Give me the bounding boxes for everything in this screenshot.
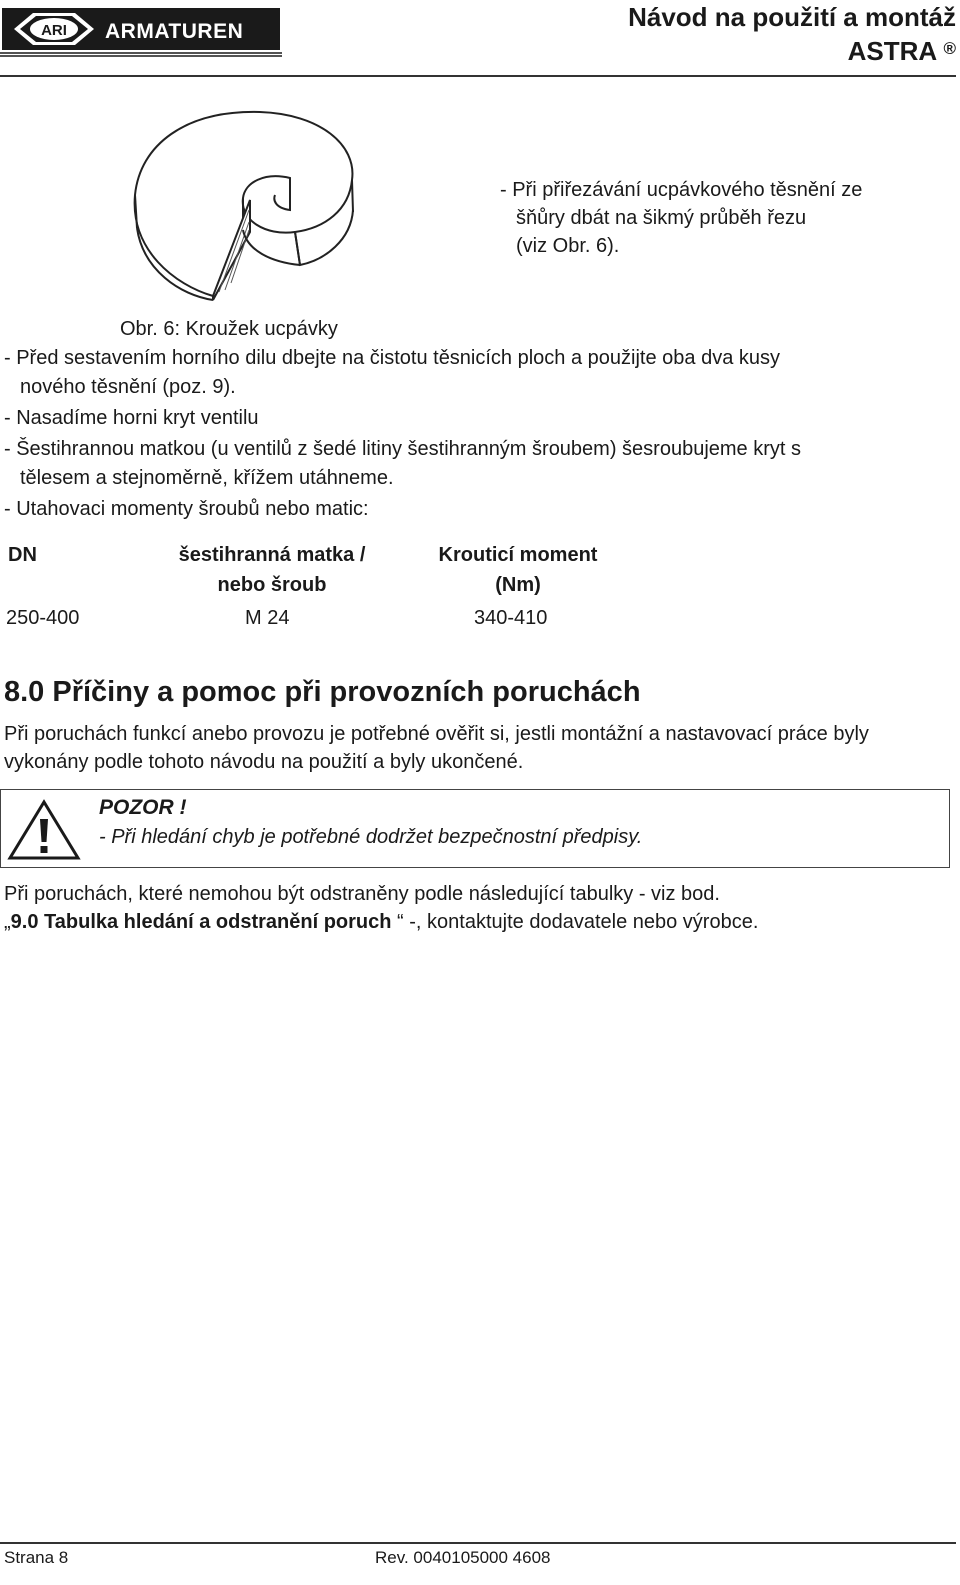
table-header-nut-line2: nebo šroub <box>217 574 327 596</box>
list-item-line: - Nasadíme horni kryt ventilu <box>4 407 259 429</box>
opening-quote: „ <box>4 911 11 933</box>
table-header-nut-line1: šestihranná matka / <box>178 544 366 566</box>
side-note-line2: šňůry dbát na šikmý průběh řezu <box>516 207 807 229</box>
side-note-line1: - Při přiřezávání ucpávkového těsnění ze <box>500 179 863 201</box>
list-item <box>4 344 949 402</box>
warning-text: - Při hledání chyb je potřebné dodržet bezpečnostní předpisy. <box>99 826 643 848</box>
registered-mark: ® <box>943 39 956 58</box>
document-title-line2 <box>628 34 956 68</box>
final-paragraph-line1: Při poruchách, které nemohou být odstraněny podle následující tabulky - viz bod. <box>4 883 720 905</box>
svg-text:ARI: ARI <box>41 22 67 39</box>
document-title <box>628 0 956 68</box>
header-rule <box>0 75 956 77</box>
footer-rule <box>0 1542 956 1544</box>
table-header-torque-line1: Krouticí moment <box>438 544 598 566</box>
packing-ring-figure <box>125 100 365 320</box>
final-paragraph-line2 <box>4 908 949 936</box>
figure-caption: Obr. 6: Kroužek ucpávky <box>120 318 338 340</box>
list-item-line: - Utahovaci momenty šroubů nebo matic: <box>4 498 369 520</box>
svg-text:ARMATUREN: ARMATUREN <box>105 20 244 43</box>
ari-armaturen-logo <box>0 6 282 58</box>
final-paragraph-end: “ -, kontaktujte dodavatele nebo výrobce. <box>391 911 759 933</box>
page-number: Strana 8 <box>4 1548 69 1567</box>
table-cell-dn: 250-400 <box>6 607 80 629</box>
section-paragraph: Při poruchách funkcí anebo provozu je potřebné ověřit si, jestli montážní a nastavovací práce byly vykonány podle tohoto návodu na použití a byly ukončené. <box>4 723 869 773</box>
list-item-line: - Před sestavením horního dilu dbejte na čistotu těsnicích ploch a použijte oba dva kusy <box>4 347 781 369</box>
table-header-torque <box>420 540 616 600</box>
figure-side-note <box>500 176 862 260</box>
list-item <box>4 435 949 493</box>
list-item <box>4 404 949 433</box>
table-cell-torque: 340-410 <box>474 607 548 629</box>
revision-number: Rev. 0040105000 4608 <box>375 1548 551 1567</box>
list-item-line: nového těsnění (poz. 9). <box>20 376 236 398</box>
list-item-line: tělesem a stejnoměrně, křížem utáhneme. <box>20 467 394 489</box>
list-item-line: - Šestihrannou matkou (u ventilů z šedé litiny šestihranným šroubem) šesroubujeme kryt s <box>4 438 802 460</box>
table-header-nut <box>162 540 382 600</box>
section-title: 8.0 Příčiny a pomoc při provozních poruchách <box>4 676 641 708</box>
document-title-line1: Návod na použití a montáž <box>628 2 956 32</box>
warning-title: POZOR ! <box>99 796 187 819</box>
product-name: ASTRA <box>847 36 937 66</box>
list-item <box>4 495 949 524</box>
table-header-dn: DN <box>8 544 37 566</box>
section-reference: 9.0 Tabulka hledání a odstranění poruch <box>10 911 392 933</box>
warning-triangle-icon <box>7 799 81 861</box>
instruction-list <box>4 344 949 526</box>
final-paragraph <box>4 880 949 936</box>
table-header-torque-line2: (Nm) <box>495 574 541 596</box>
table-cell-nut: M 24 <box>245 607 290 629</box>
side-note-line3: (viz Obr. 6). <box>516 235 620 257</box>
warning-box <box>0 789 950 868</box>
